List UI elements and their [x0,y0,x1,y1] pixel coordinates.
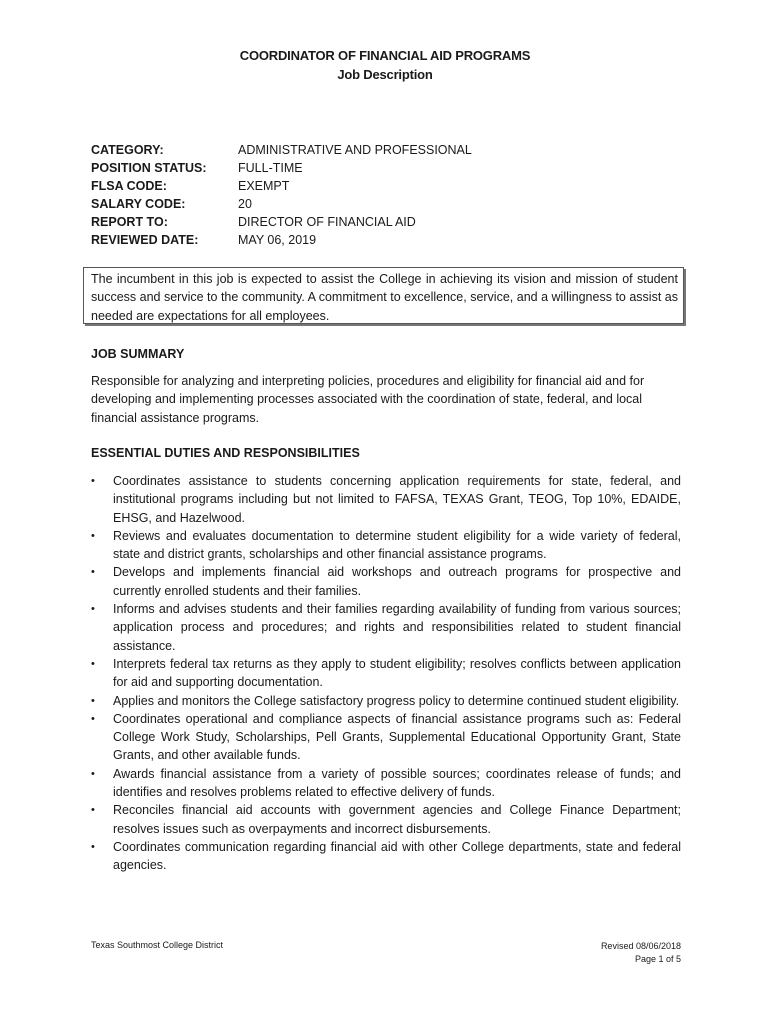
meta-label: SALARY CODE: [91,197,186,212]
duty-text: Awards financial assistance from a variety of possible sources; coordinates release of funds; and identifies and resolves problems related to effective delivery of funds. [113,766,681,800]
meta-label: REVIEWED DATE: [91,233,199,248]
duties-list [91,472,681,875]
list-item [91,710,681,765]
list-item [91,472,681,527]
duty-text: Informs and advises students and their families regarding availability of funding from various sources; application process and procedures; and rights and responsibilities related to student financial assistance. [113,602,681,653]
duty-text: Applies and monitors the College satisfactory progress policy to determine continued student eligibility. [113,693,680,708]
meta-label: FLSA CODE: [91,179,167,194]
list-item [91,563,681,600]
list-item [91,600,681,655]
meta-value: 20 [238,197,252,212]
duty-text: Interprets federal tax returns as they apply to student eligibility; resolves conflicts between application for aid and supporting documentation. [113,656,681,690]
mission-statement-box: The incumbent in this job is expected to assist the College in achieving its vision and mission of student success and service to the community. A commitment to excellence, service, and a willingness to assist as needed are expectations for all employees. [83,267,684,324]
list-item [91,801,681,838]
meta-value: DIRECTOR OF FINANCIAL AID [238,215,416,230]
meta-row-reviewed-date [91,231,472,249]
document-title: COORDINATOR OF FINANCIAL AID PROGRAMS [239,48,531,63]
position-details [91,141,472,250]
bullet-icon: • [91,603,95,616]
bullet-icon: • [91,767,95,780]
duty-text: Coordinates assistance to students concerning application requirements for state, federal, and institutional programs including but not limited to FAFSA, TEXAS Grant, TEOG, Top 10%, EDAIDE, EHSG, and Hazelwood. [113,474,681,525]
bullet-icon: • [91,694,95,707]
bullet-icon: • [91,529,95,542]
meta-row-salary-code [91,195,472,213]
meta-row-flsa-code [91,177,472,195]
job-summary-text: Responsible for analyzing and interpreting policies, procedures and eligibility for financial aid and for developing and implementing processes associated with the coordination of state, federal, and local financial assistance programs. [91,374,645,425]
footer-page-number: Page 1 of 5 [634,954,681,964]
meta-label: CATEGORY: [91,143,164,157]
meta-value: ADMINISTRATIVE AND PROFESSIONAL [238,143,472,157]
duty-text: Coordinates operational and compliance aspects of financial assistance programs such as: Federal College Work Study, Scholarships, Pell Grants, Supplemental Educational Opportunity Grant, State Grants, and other available funds. [113,711,681,763]
bullet-icon: • [91,657,95,670]
duty-text: Develops and implements financial aid workshops and outreach programs for prospective and currently enrolled students and their families. [113,565,681,598]
duty-text: Reconciles financial aid accounts with government agencies and College Finance Department; resolves issues such as overpayments and incorrect disbursements. [113,803,681,836]
list-item [91,692,681,710]
meta-row-report-to [91,213,472,231]
bullet-icon: • [91,566,95,579]
meta-value: EXEMPT [238,179,290,194]
bullet-icon: • [91,712,95,725]
bullet-icon: • [91,475,95,487]
document-subtitle: Job Description [337,67,433,82]
footer-institution: Texas Southmost College District [91,940,224,950]
bullet-icon: • [91,840,95,853]
job-summary-heading: JOB SUMMARY [91,347,185,361]
bullet-icon: • [91,804,95,817]
meta-value: FULL-TIME [238,161,303,176]
list-item [91,838,681,875]
list-item [91,527,681,564]
duties-heading: ESSENTIAL DUTIES AND RESPONSIBILITIES [91,446,360,460]
footer-revised-date: Revised 08/06/2018 [600,941,681,951]
duty-text: Reviews and evaluates documentation to determine student eligibility for a wide variety of federal, state and district grants, scholarships and other financial assistance programs. [113,528,681,562]
footer-right [601,940,681,966]
list-item [91,765,681,802]
meta-value: MAY 06, 2019 [238,233,317,248]
meta-label: REPORT TO: [91,215,168,230]
duty-text: Coordinates communication regarding financial aid with other College departments, state and federal agencies. [113,839,681,873]
list-item [91,655,681,692]
meta-row-category [91,141,472,159]
meta-row-position-status [91,159,472,177]
meta-label: POSITION STATUS: [91,161,207,176]
